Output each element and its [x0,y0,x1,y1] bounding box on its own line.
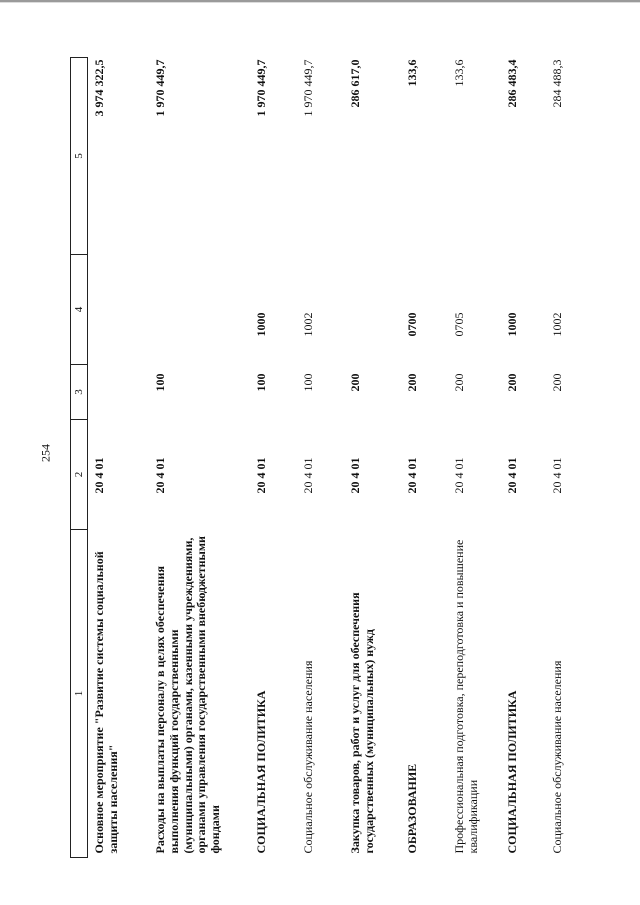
page-number: 254 [38,444,53,462]
row-amount: 133,6 [405,59,419,87]
row-name: Закупка товаров, работ и услуг для обеспечения государственных (муниципальных) нужд [348,592,376,854]
row-amount: 286 483,4 [505,59,519,108]
row-name: Расходы на выплаты персоналу в целях обеспечения выполнения функций государственными (муниципальными) органами, казенными учреждениями, органами управления государственными внебюджетными фондами [153,536,223,854]
table-row [297,58,344,858]
rotated-page [70,58,600,858]
row-code: 20 4 01 [153,457,167,494]
table-row [88,58,150,858]
row-code: 20 4 01 [452,457,466,494]
row-type: 100 [254,373,268,392]
table-row [344,58,401,858]
row-name: Профессиональная подготовка, переподготовка и повышение квалификации [452,539,480,854]
row-section: 0705 [452,312,466,337]
row-name: СОЦИАЛЬНАЯ ПОЛИТИКА [505,690,519,854]
row-type: 100 [301,373,315,392]
row-type: 100 [153,373,167,392]
row-type: 200 [405,373,419,392]
header-col-5: 5 [71,58,88,255]
row-code: 20 4 01 [505,457,519,494]
header-col-3: 3 [71,365,88,420]
row-code: 20 4 01 [550,457,564,494]
table-row [149,58,250,858]
row-type [88,365,150,420]
row-section [88,255,150,365]
budget-table [70,57,591,858]
row-amount: 284 488,3 [550,59,564,108]
top-border-line [0,0,640,2]
row-section [149,255,250,365]
header-col-4: 4 [71,255,88,365]
row-code: 20 4 01 [92,457,106,494]
row-section: 1000 [254,312,268,337]
table-header-row [71,58,88,858]
row-name: ОБРАЗОВАНИЕ [405,763,419,854]
row-type: 200 [348,373,362,392]
row-code: 20 4 01 [254,457,268,494]
row-section: 1000 [505,312,519,337]
row-amount: 1 970 449,7 [254,59,268,117]
row-code: 20 4 01 [348,457,362,494]
row-section: 1002 [550,312,564,337]
row-section [344,255,401,365]
header-col-1: 1 [71,530,88,858]
table-row [401,58,448,858]
row-code: 20 4 01 [301,457,315,494]
table-row [448,58,501,858]
row-section: 0700 [405,312,419,337]
row-type: 200 [452,373,466,392]
header-col-2: 2 [71,420,88,530]
row-type: 200 [550,373,564,392]
row-amount: 3 974 322,5 [92,59,106,117]
table-row [501,58,546,858]
row-name: Социальное обслуживание населения [301,660,315,854]
row-amount: 133,6 [452,59,466,87]
row-type: 200 [505,373,519,392]
row-section: 1002 [301,312,315,337]
table-row [546,58,591,858]
row-name: СОЦИАЛЬНАЯ ПОЛИТИКА [254,690,268,854]
row-amount: 286 617,0 [348,59,362,108]
row-amount: 1 970 449,7 [153,59,167,117]
row-name: Социальное обслуживание населения [550,660,564,854]
row-name: Основное мероприятие "Развитие системы социальной защиты населения" [92,551,120,854]
row-code: 20 4 01 [405,457,419,494]
row-amount: 1 970 449,7 [301,59,315,117]
table-row [250,58,297,858]
